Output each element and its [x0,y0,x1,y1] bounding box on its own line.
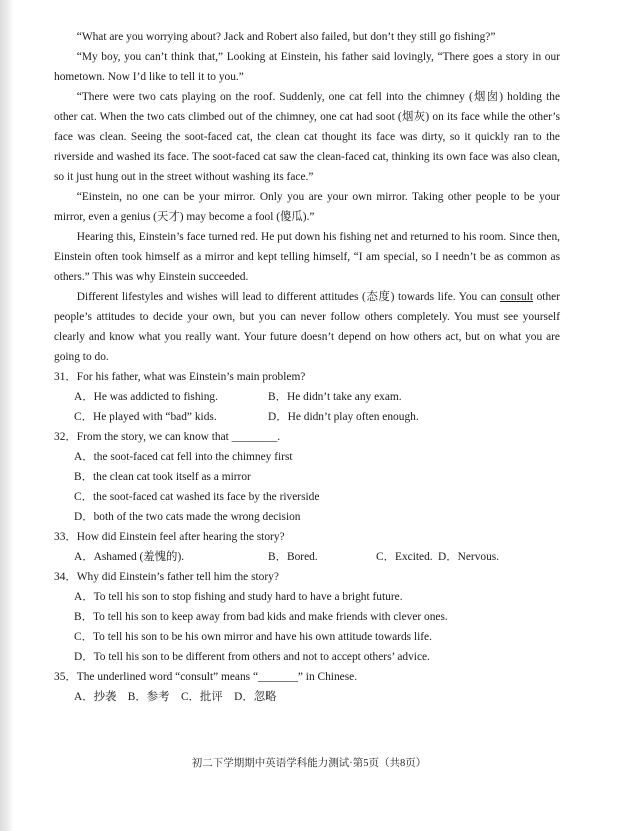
paragraph-6-start: Different lifestyles and wishes will lead to different attitudes (态度) towards life. You can [76,291,501,303]
question-33-option-d[interactable]: D．Nervous. [438,551,500,563]
question-35-options[interactable]: A．抄袭 B．参考 C．批评 D．忽略 [74,691,277,703]
question-32 [54,427,560,527]
page-footer: 初二下学期期中英语学科能力测试·第5页（共8页） [191,758,427,769]
question-33-option-a[interactable]: A．Ashamed (羞愧的). [74,551,185,563]
question-31-options-row-2 [54,407,560,427]
question-34-option-c[interactable]: C．To tell his son to be his own mirror and have his own attitude towards life. [74,631,432,643]
question-33-option-c[interactable]: C．Excited. [376,551,433,563]
passage-paragraph-1: “What are you worrying about? Jack and Robert also failed, but don’t they still go fishing?” [76,31,496,43]
question-34-option-a[interactable]: A．To tell his son to stop fishing and study hard to have a bright future. [74,591,403,603]
question-31-options-row-1 [54,387,560,407]
question-32-stem: 32．From the story, we can know that ________. [54,431,281,443]
page-content [54,27,560,707]
question-32-option-d[interactable]: D．both of the two cats made the wrong decision [74,511,301,523]
question-34-stem: 34．Why did Einstein’s father tell him the story? [54,571,279,583]
question-34 [54,567,560,667]
question-31-option-c[interactable]: C．He played with “bad” kids. [74,411,217,423]
question-35-stem: 35．The underlined word “consult” means “_______” in Chinese. [54,671,358,683]
question-32-option-b[interactable]: B．the clean cat took itself as a mirror [74,471,251,483]
question-31-option-b[interactable]: B．He didn’t take any exam. [268,391,402,403]
question-33-option-b[interactable]: B．Bored. [268,551,318,563]
question-33-options-row [54,547,560,567]
question-31-option-a[interactable]: A．He was addicted to fishing. [74,391,218,403]
paragraph-6-end: other people’s attitudes to decide your own, but you can never follow others completely. You must see yourself clearly and know what you really want. Your future doesn’t depend on how others act, but on what you are going to do. [54,291,560,363]
passage-paragraph-2: “My boy, you can’t think that,” Looking at Einstein, his father said lovingly, “There goes a story in our hometown. Now I’d like to tell it to you.” [54,51,560,83]
question-33-stem: 33．How did Einstein feel after hearing the story? [54,531,285,543]
question-34-option-d[interactable]: D．To tell his son to be different from others and not to accept others’ advice. [74,651,430,663]
question-34-option-b[interactable]: B．To tell his son to keep away from bad kids and make friends with clever ones. [74,611,448,623]
underlined-word-consult: consult [500,291,534,303]
question-35 [54,667,560,707]
question-31-stem: 31．For his father, what was Einstein’s main problem? [54,371,306,383]
question-32-option-a[interactable]: A．the soot-faced cat fell into the chimney first [74,451,293,463]
question-33 [54,527,560,567]
passage-paragraph-3: “There were two cats playing on the roof. Suddenly, one cat fell into the chimney (烟囱) holding the other cat. When the two cats climbed out of the chimney, one cat had soot (烟灰) on its face while the other’s face was clean. Seeing the soot-faced cat, the clean cat thought its face was dirty, so it quickly ran to the riverside and washed its face. The soot-faced cat saw the clean-faced cat, thinking its own face was also clean, so it just hung out in the street without washing its face.” [54,91,560,183]
passage-paragraph-6 [54,287,560,367]
question-32-option-c[interactable]: C．the soot-faced cat washed its face by the riverside [74,491,320,503]
question-31 [54,367,560,427]
question-31-option-d[interactable]: D．He didn’t play often enough. [268,411,419,423]
passage-paragraph-5: Hearing this, Einstein’s face turned red. He put down his fishing net and returned to his room. Since then, Einstein often took himself as a mirror and kept telling himself, “I am special, so I needn’t be as common as others.” This was why Einstein succeeded. [54,231,560,283]
passage-paragraph-4: “Einstein, no one can be your mirror. Only you are your own mirror. Taking other people to be your mirror, even a genius (天才) may become a fool (傻瓜).” [54,191,560,223]
